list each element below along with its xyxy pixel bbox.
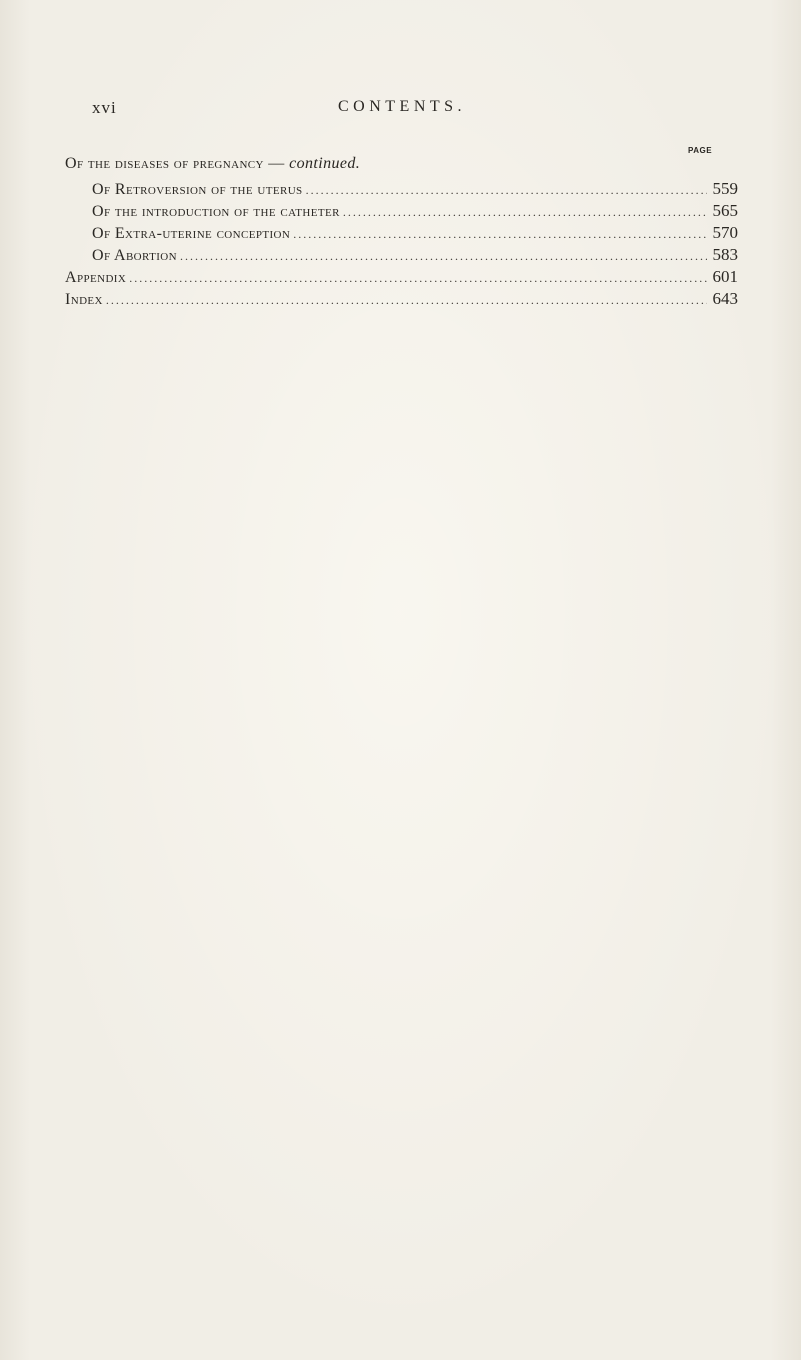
dot-leader [343,205,707,220]
toc-entry-label: Appendix [65,269,127,286]
toc-entry-page: 570 [712,223,738,242]
running-head [92,98,712,122]
toc-entry-label: Of Retroversion of the uterus [92,181,303,198]
section-heading [65,155,360,173]
toc-entry-page: 583 [712,245,738,264]
toc-entry-index[interactable] [65,289,738,311]
toc-entry-page: 643 [712,289,738,308]
toc-entry-label: Of Extra-uterine conception [92,225,291,242]
dot-leader [129,271,707,286]
toc-entry-page: 601 [712,267,738,286]
toc-entry-label: Of the introduction of the catheter [92,203,340,220]
dot-leader [306,183,707,198]
dot-leader [293,227,707,242]
toc-entry-abortion[interactable] [92,245,738,267]
toc-entry-label: Of Abortion [92,247,177,264]
running-head-title: CONTENTS. [338,98,467,115]
toc-entry-page: 565 [712,201,738,220]
toc-entry-label: Index [65,291,103,308]
toc-entry-retroversion[interactable] [92,179,738,201]
toc-entry-page: 559 [712,179,738,198]
toc-entry-appendix[interactable] [65,267,738,289]
page-folio: xvi [92,98,117,117]
section-heading-text: Of the diseases of pregnancy — [65,155,290,172]
dot-leader [180,249,707,264]
dot-leader [106,293,707,308]
toc-entry-catheter[interactable] [92,201,738,223]
toc-entry-extra-uterine[interactable] [92,223,738,245]
section-heading-continued: continued. [289,155,361,172]
page-column-label: PAGE [688,146,713,155]
